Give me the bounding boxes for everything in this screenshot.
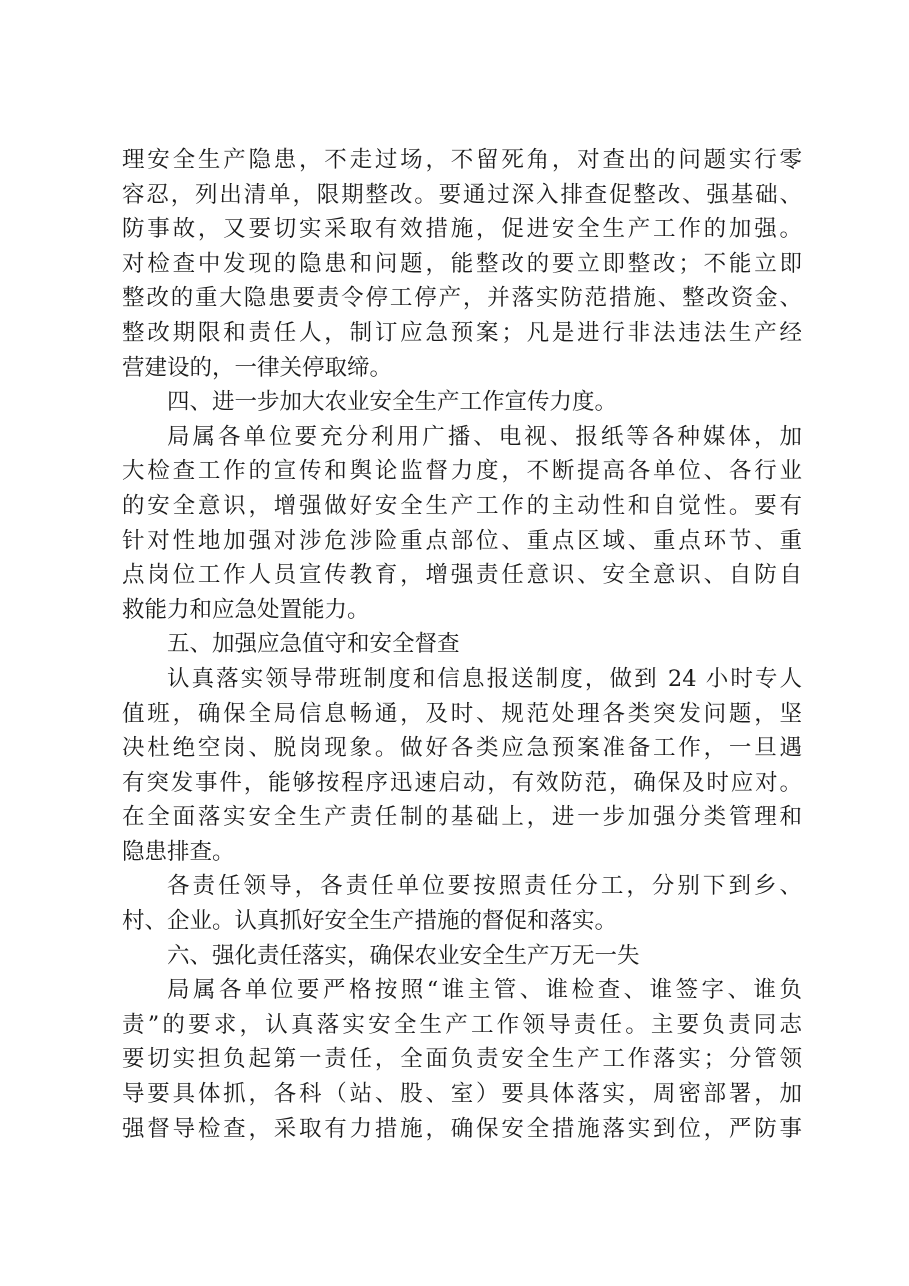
text-line: 救能力和应急处置能力。 [122,596,370,623]
text-line: 理安全生产隐患，不走过场，不留死角，对查出的问题实行零 [122,147,802,173]
text-line: 大检查工作的宣传和舆论监督力度，不断提高各单位、各行业 [122,458,802,485]
text-line: 责”的要求，认真落实安全生产工作领导责任。主要负责同志 [122,1011,802,1038]
text-line: 整改期限和责任人，制订应急预案；凡是进行非法违法生产经 [122,319,802,346]
paragraph-first-line: 六、强化责任落实，确保农业安全生产万无一失 [167,942,640,969]
text-line: 的安全意识，增强做好安全生产工作的主动性和自觉性。要有 [122,492,802,519]
text-line: 防事故，又要切实采取有效措施，促进安全生产工作的加强。 [122,216,802,243]
text-line: 针对性地加强对涉危涉险重点部位、重点区域、重点环节、重 [122,527,802,554]
text-line: 有突发事件，能够按程序迅速启动，有效防范，确保及时应对。 [122,769,802,796]
paragraph-first-line: 局属各单位要充分利用广播、电视、报纸等各种媒体，加 [167,423,802,450]
text-line: 隐患排查。 [122,838,235,865]
text-line: 决杜绝空岗、脱岗现象。做好各类应急预案准备工作，一旦遇 [122,735,802,762]
text-line: 强督导检查，采取有力措施，确保安全措施落实到位，严防事 [122,1115,802,1142]
paragraph-first-line: 认真落实领导带班制度和信息报送制度，做到 24 小时专人 [167,665,802,692]
text-line: 整改的重大隐患要责令停工停产，并落实防范措施、整改资金、 [122,285,802,312]
document-body [122,143,802,1146]
text-line: 营建设的，一律关停取缔。 [122,354,393,381]
text-line: 在全面落实安全生产责任制的基础上，进一步加强分类管理和 [122,804,802,831]
text-line: 导要具体抓，各科（站、股、室）要具体落实，周密部署，加 [122,1081,802,1108]
paragraph-first-line: 四、进一步加大农业安全生产工作宣传力度。 [167,389,618,416]
text-line: 对检查中发现的隐患和问题，能整改的要立即整改；不能立即 [122,250,802,277]
paragraph-first-line: 五、加强应急值守和安全督查 [167,631,460,658]
text-line: 要切实担负起第一责任，全面负责安全生产工作落实；分管领 [122,1046,802,1073]
text-line: 点岗位工作人员宣传教育，增强责任意识、安全意识、自防自 [122,562,802,589]
paragraph-first-line: 局属各单位要严格按照“谁主管、谁检查、谁签字、谁负 [167,977,802,1004]
paragraph-first-line: 各责任领导，各责任单位要按照责任分工，分别下到乡、 [167,873,802,900]
text-line: 村、企业。认真抓好安全生产措施的督促和落实。 [122,908,618,935]
text-line: 容忍，列出清单，限期整改。要通过深入排查促整改、强基础、 [122,181,802,208]
text-line: 值班，确保全局信息畅通，及时、规范处理各类突发问题，坚 [122,700,802,727]
